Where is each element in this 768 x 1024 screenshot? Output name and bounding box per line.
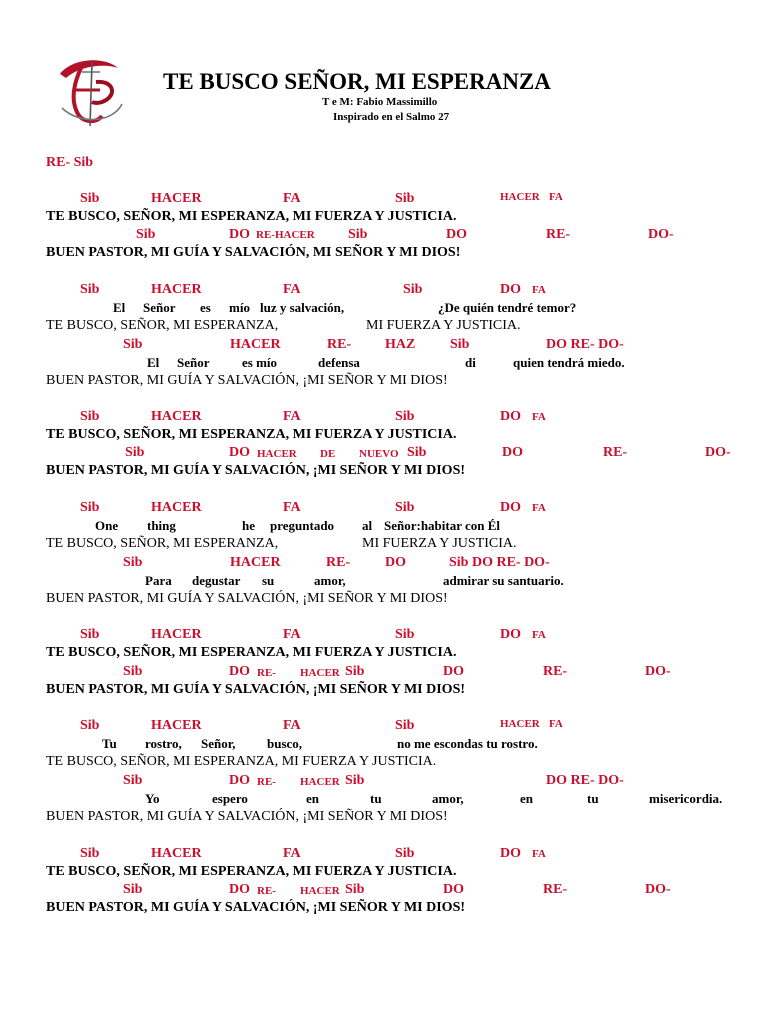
chord: Sib — [345, 882, 365, 897]
chord: HACER — [151, 282, 202, 297]
lyric-line: MI FUERZA Y JUSTICIA. — [366, 318, 521, 333]
verse-word: El — [113, 300, 126, 315]
chord: HACER — [300, 885, 340, 897]
verse-word: degustar — [192, 573, 241, 588]
intro-chords: RE- Sib — [46, 155, 94, 170]
chord: RE- — [257, 776, 276, 788]
chord: Sib — [395, 846, 415, 861]
chord: Sib — [80, 846, 100, 861]
chord: Sib — [123, 664, 143, 679]
chord: HAZ — [385, 337, 416, 352]
chord: Sib — [395, 500, 415, 515]
chord: Sib — [345, 773, 365, 788]
chord: FA — [283, 718, 301, 733]
lyric-line: TE BUSCO, SEÑOR, MI ESPERANZA, — [46, 536, 279, 551]
verse-word: al — [362, 518, 373, 533]
chord: Sib — [407, 445, 427, 460]
lyric-line: TE BUSCO, SEÑOR, MI ESPERANZA, MI FUERZA Y JUSTICIA. — [46, 427, 457, 442]
lyric-line: TE BUSCO, SEÑOR, MI ESPERANZA, MI FUERZA Y JUSTICIA. — [46, 645, 457, 660]
chord: Sib — [450, 337, 470, 352]
chord: FA — [549, 718, 563, 730]
chord: Sib — [123, 773, 143, 788]
chord: Sib DO RE- DO- — [449, 555, 550, 570]
chord: Sib — [80, 409, 100, 424]
verse-word: Yo — [145, 791, 160, 806]
chord: DO — [229, 773, 250, 788]
lyric-line: BUEN PASTOR, MI GUÍA Y SALVACIÓN, MI SEÑOR Y MI DIOS! — [46, 245, 461, 260]
chord: HACER — [151, 627, 202, 642]
chord: RE- — [257, 667, 276, 679]
chord: DE — [320, 448, 336, 460]
chord: FA — [283, 409, 301, 424]
chord: Sib — [403, 282, 423, 297]
chord: DO- — [645, 882, 671, 897]
chord: RE- — [603, 445, 628, 460]
verse-word: El — [147, 355, 160, 370]
monogram-logo-icon — [52, 52, 128, 128]
chord: FA — [283, 191, 301, 206]
chord: DO RE- DO- — [546, 337, 624, 352]
verse-word: quien tendrá miedo. — [513, 355, 625, 370]
verse-word: tu — [587, 791, 599, 806]
chord: Sib — [395, 191, 415, 206]
chord: Sib — [345, 664, 365, 679]
chord: DO — [500, 500, 521, 515]
verse-word: misericordia. — [649, 791, 723, 806]
chord: DO — [229, 664, 250, 679]
chord: DO- — [645, 664, 671, 679]
verse-word: Señor, — [201, 736, 236, 751]
chord: DO — [385, 555, 406, 570]
chord: DO — [446, 227, 467, 242]
chord: HACER — [257, 448, 297, 460]
verse-word: tu — [370, 791, 382, 806]
lyric-line: TE BUSCO, SEÑOR, MI ESPERANZA, — [46, 318, 279, 333]
chord: HACER — [300, 667, 340, 679]
chord: DO — [443, 882, 464, 897]
lyric-line: BUEN PASTOR, MI GUÍA Y SALVACIÓN, ¡MI SEÑOR Y MI DIOS! — [46, 682, 466, 697]
chord: HACER — [151, 409, 202, 424]
chord: DO- — [705, 445, 731, 460]
chord: Sib — [395, 718, 415, 733]
chord: Sib — [80, 718, 100, 733]
lyric-line: TE BUSCO, SEÑOR, MI ESPERANZA, MI FUERZA Y JUSTICIA. — [46, 754, 437, 769]
chord: FA — [532, 284, 546, 296]
chord: HACER — [151, 500, 202, 515]
chord: Sib — [123, 555, 143, 570]
verse-word: su — [262, 573, 275, 588]
chord: DO — [500, 409, 521, 424]
chord: FA — [283, 500, 301, 515]
lyric-line: TE BUSCO, SEÑOR, MI ESPERANZA, MI FUERZA Y JUSTICIA. — [46, 209, 457, 224]
verse-word: Señor — [177, 355, 210, 370]
verse-word: admirar su santuario. — [443, 573, 564, 588]
lyric-line: BUEN PASTOR, MI GUÍA Y SALVACIÓN, ¡MI SEÑOR Y MI DIOS! — [46, 373, 448, 388]
verse-word: One — [95, 518, 119, 533]
verse-word: he — [242, 518, 255, 533]
verse-word: en — [306, 791, 319, 806]
verse-word: rostro, — [145, 736, 182, 751]
chord: RE- — [326, 555, 351, 570]
chord: Sib — [80, 282, 100, 297]
verse-word: ¿De quién tendré temor? — [438, 300, 577, 315]
chord: FA — [283, 627, 301, 642]
verse-word: amor, — [432, 791, 464, 806]
verse-word: no me escondas tu rostro. — [397, 736, 538, 751]
chord: FA — [532, 502, 546, 514]
chord: RE-HACER — [256, 229, 315, 241]
chord: Sib — [123, 882, 143, 897]
chord: DO — [229, 882, 250, 897]
verse-word: amor, — [314, 573, 346, 588]
chord: HACER — [230, 555, 281, 570]
lyric-line: BUEN PASTOR, MI GUÍA Y SALVACIÓN, ¡MI SEÑOR Y MI DIOS! — [46, 900, 466, 915]
chord: Sib — [123, 337, 143, 352]
verse-word: busco, — [267, 736, 303, 751]
chord: DO — [229, 445, 250, 460]
inspiration-note: Inspirado en el Salmo 27 — [333, 111, 450, 123]
verse-word: en — [520, 791, 533, 806]
lyric-line: TE BUSCO, SEÑOR, MI ESPERANZA, MI FUERZA Y JUSTICIA. — [46, 864, 457, 879]
chord: Sib — [136, 227, 156, 242]
chord: FA — [283, 846, 301, 861]
chord: NUEVO — [359, 448, 399, 460]
verse-word: Para — [145, 573, 172, 588]
chord: HACER — [500, 718, 540, 730]
verse-word: Señor — [143, 300, 176, 315]
lyric-line: BUEN PASTOR, MI GUÍA Y SALVACIÓN, ¡MI SEÑOR Y MI DIOS! — [46, 591, 448, 606]
verse-word: di — [465, 355, 476, 370]
chord: DO — [229, 227, 250, 242]
chord: DO- — [648, 227, 674, 242]
lyric-line: BUEN PASTOR, MI GUÍA Y SALVACIÓN, ¡MI SEÑOR Y MI DIOS! — [46, 463, 466, 478]
verse-word: Tu — [102, 736, 117, 751]
chord: Sib — [395, 627, 415, 642]
author-credit: T e M: Fabio Massimillo — [322, 96, 438, 108]
verse-word: es — [200, 300, 211, 315]
chord: DO — [500, 846, 521, 861]
lyric-line: BUEN PASTOR, MI GUÍA Y SALVACIÓN, ¡MI SEÑOR Y MI DIOS! — [46, 809, 448, 824]
lyric-line: MI FUERZA Y JUSTICIA. — [362, 536, 517, 551]
verse-word: preguntado — [270, 518, 335, 533]
chord: Sib — [80, 627, 100, 642]
chord: HACER — [300, 776, 340, 788]
chord: RE- — [543, 882, 568, 897]
chord: RE- — [327, 337, 352, 352]
chord: Sib — [125, 445, 145, 460]
chord: RE- — [257, 885, 276, 897]
chord: FA — [532, 629, 546, 641]
chord: DO — [500, 627, 521, 642]
song-title: TE BUSCO SEÑOR, MI ESPERANZA — [163, 69, 551, 94]
chord: RE- — [543, 664, 568, 679]
verse-word: Señor:habitar con Él — [384, 518, 501, 533]
chord: Sib — [348, 227, 368, 242]
chord: DO — [502, 445, 523, 460]
chord: HACER — [151, 718, 202, 733]
verse-word: mío — [229, 300, 250, 315]
verse-word: defensa — [318, 355, 360, 370]
verse-word: es mío — [242, 355, 278, 370]
chord: DO RE- DO- — [546, 773, 624, 788]
chord: HACER — [230, 337, 281, 352]
chord: FA — [532, 848, 546, 860]
chord: HACER — [151, 846, 202, 861]
chord: Sib — [80, 500, 100, 515]
chord: FA — [549, 191, 563, 203]
chord: Sib — [80, 191, 100, 206]
chord: HACER — [151, 191, 202, 206]
verse-word: luz y salvación, — [260, 300, 345, 315]
verse-word: espero — [212, 791, 248, 806]
chord: FA — [532, 411, 546, 423]
chord: DO — [443, 664, 464, 679]
chord: Sib — [395, 409, 415, 424]
chord: FA — [283, 282, 301, 297]
chord: HACER — [500, 191, 540, 203]
chord: RE- — [546, 227, 571, 242]
chord: DO — [500, 282, 521, 297]
verse-word: thing — [147, 518, 176, 533]
